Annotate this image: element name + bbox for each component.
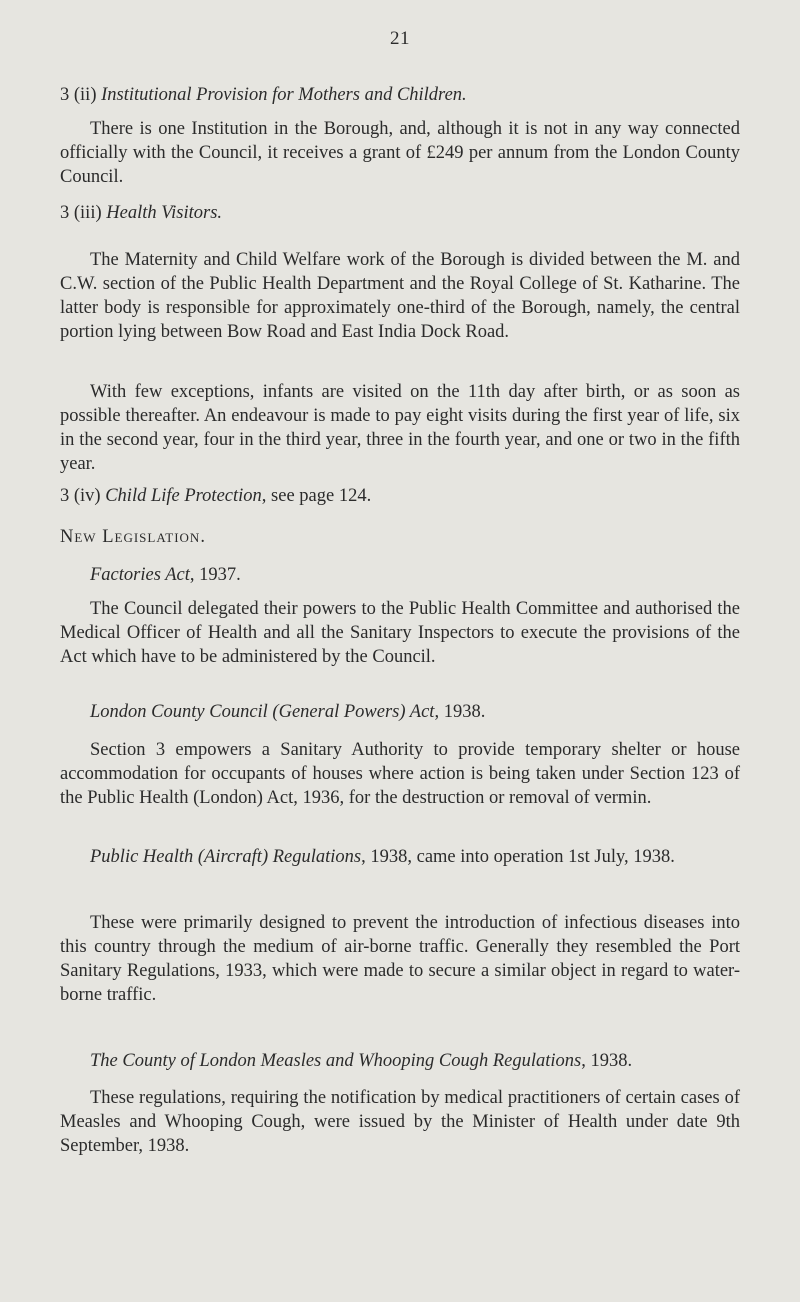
heading-institutional-provision (60, 83, 467, 107)
page-reference: , see page 124. (261, 486, 372, 506)
heading-lcc-general-powers-act (90, 700, 485, 724)
regulation-detail: , 1938, came into operation 1st July, 1938. (361, 847, 675, 867)
section-number: 3 (iii) (60, 203, 102, 223)
paragraph-factories-act: The Council delegated their powers to the Public Health Committee and authorised the Medical Officer of Health and all the Sanitary Inspectors to execute the provisions of the Act which have to be administered by the Council. (60, 599, 740, 667)
heading-aircraft-regulations (60, 845, 740, 869)
section-number: 3 (ii) (60, 85, 97, 105)
act-title: London County Council (General Powers) Act (90, 702, 435, 722)
act-title: Factories Act (90, 565, 190, 585)
paragraph-institutional-provision: There is one Institution in the Borough, and, although it is not in any way connected officially with the Council, it receives a grant of £249 per annum from the London County Council. (60, 119, 740, 187)
paragraph-aircraft-regulations: These were primarily designed to prevent the introduction of infectious diseases into this country through the medium of air-borne traffic. Generally they resembled the Port Sanitary Regulations, 1933, which were made to secure a similar object in regard to water-borne traffic. (60, 913, 740, 1005)
paragraph-measles-whooping-cough-regulations: These regulations, requiring the notification by medical practitioners of certain cases of Measles and Whooping Cough, were issued by the Minister of Health under date 9th September, 1938. (60, 1088, 740, 1156)
paragraph-health-visitors-visits: With few exceptions, infants are visited on the 11th day after birth, or as soon as possible thereafter. An endeavour is made to pay eight visits during the first year of life, six in the second year, four in the third year, three in the fourth year, and one or two in the fifth year. (60, 382, 740, 474)
heading-new-legislation: New Legislation. (60, 527, 206, 547)
regulation-year: , 1938. (581, 1051, 633, 1071)
section-title: Institutional Provision for Mothers and Children. (101, 85, 467, 105)
paragraph-lcc-general-powers-act: Section 3 empowers a Sanitary Authority to provide temporary shelter or house accommodation for occupants of houses where action is being taken under Section 123 of the Public Health (London) Act, 1936, for the destruction or removal of vermin. (60, 740, 740, 808)
section-title: Child Life Protection (105, 486, 262, 506)
heading-child-life-protection (60, 484, 371, 508)
regulation-title: The County of London Measles and Whooping Cough Regulations (90, 1051, 582, 1071)
heading-factories-act (90, 563, 241, 587)
page-number: 21 (390, 28, 410, 49)
heading-measles-whooping-cough-regulations (90, 1049, 632, 1073)
section-title: Health Visitors. (106, 203, 223, 223)
paragraph-health-visitors-division: The Maternity and Child Welfare work of the Borough is divided between the M. and C.W. section of the Public Health Department and the Royal College of St. Katharine. The latter body is responsible for approximately one-third of the Borough, namely, the central portion lying between Bow Road and East India Dock Road. (60, 250, 740, 342)
regulation-title: Public Health (Aircraft) Regulations (90, 847, 362, 867)
heading-health-visitors (60, 201, 222, 225)
act-year: , 1937. (189, 565, 241, 585)
act-year: , 1938. (434, 702, 486, 722)
section-number: 3 (iv) (60, 486, 101, 506)
